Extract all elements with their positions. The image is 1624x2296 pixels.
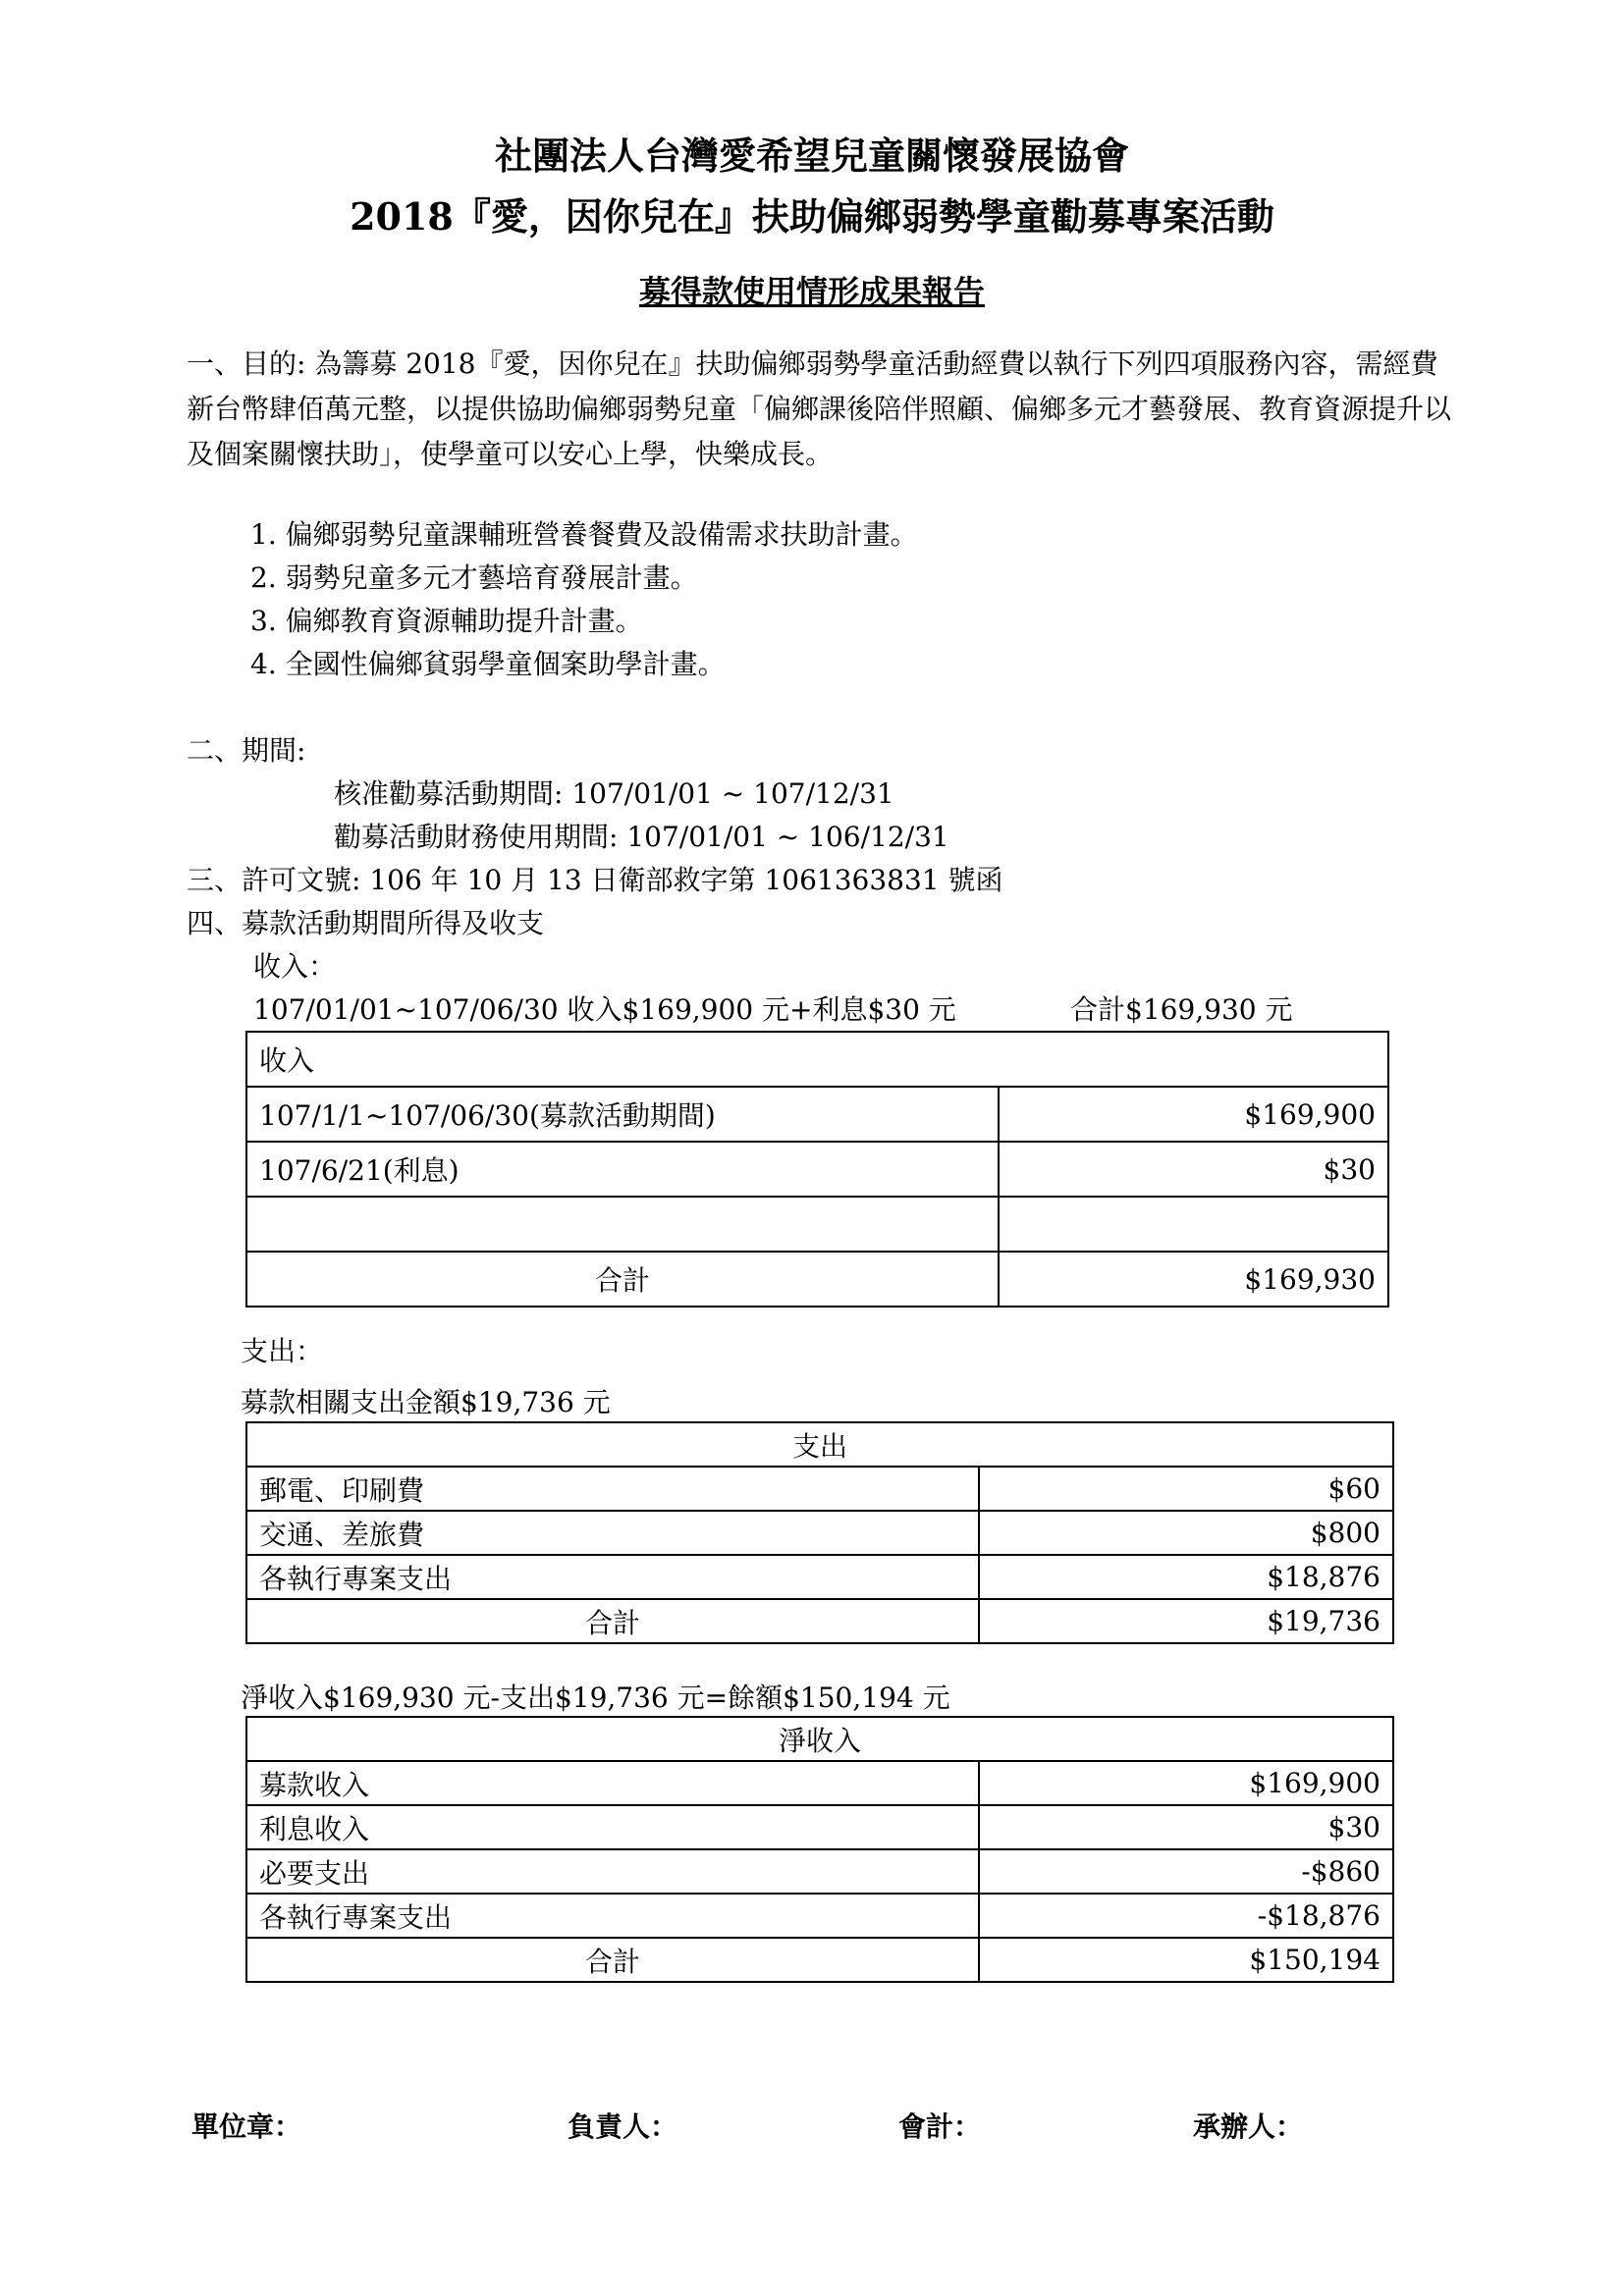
table-row xyxy=(246,1511,1393,1555)
campaign-title: 2018『愛，因你兒在』扶助偏鄉弱勢學童勸募專案活動 xyxy=(350,194,1274,239)
approved-period: 核准勸募活動期間: 107/01/01 ~ 107/12/31 xyxy=(334,777,894,810)
net-total-label: 合計 xyxy=(246,1938,979,1982)
income-amount xyxy=(999,1197,1388,1252)
table-row xyxy=(246,1087,1388,1142)
net-item: 利息收入 xyxy=(246,1805,979,1849)
expense-amount: $18,876 xyxy=(979,1555,1393,1599)
expense-item: 各執行專案支出 xyxy=(246,1555,979,1599)
finance-period: 勸募活動財務使用期間: 107/01/01 ~ 106/12/31 xyxy=(334,821,949,853)
purpose-item: 1. 偏鄉弱勢兒童課輔班營養餐費及設備需求扶助計畫。 xyxy=(250,518,918,551)
net-amount: -$18,876 xyxy=(979,1894,1393,1938)
table-row xyxy=(246,1805,1393,1849)
expense-total-label: 合計 xyxy=(246,1599,979,1643)
person-in-charge-label: 負責人： xyxy=(568,2110,678,2143)
purpose-item: 3. 偏鄉教育資源輔助提升計畫。 xyxy=(250,605,643,637)
expense-table xyxy=(245,1421,1394,1644)
table-header-row xyxy=(246,1422,1393,1467)
income-amount: $30 xyxy=(999,1142,1388,1197)
net-table-header: 淨收入 xyxy=(246,1717,1393,1761)
net-income-table xyxy=(245,1716,1394,1983)
income-summary-total: 合計$169,930 元 xyxy=(1070,993,1293,1026)
income-total-amount: $169,930 xyxy=(999,1252,1388,1307)
table-header-row xyxy=(246,1717,1393,1761)
section4-heading: 四、募款活動期間所得及收支 xyxy=(187,907,545,939)
income-amount: $169,900 xyxy=(999,1087,1388,1142)
table-row xyxy=(246,1142,1388,1197)
unit-seal-label: 單位章： xyxy=(191,2110,302,2143)
net-amount: $169,900 xyxy=(979,1761,1393,1805)
table-row xyxy=(246,1467,1393,1511)
net-amount: -$860 xyxy=(979,1849,1393,1894)
expense-amount: $800 xyxy=(979,1511,1393,1555)
income-table-header: 收入 xyxy=(246,1032,1388,1087)
net-total-amount: $150,194 xyxy=(979,1938,1393,1982)
accountant-label: 會計： xyxy=(898,2110,982,2143)
expense-total-amount: $19,736 xyxy=(979,1599,1393,1643)
income-table xyxy=(245,1031,1389,1308)
table-row xyxy=(246,1849,1393,1894)
purpose-paragraph: 一、目的: 為籌募 2018『愛，因你兒在』扶助偏鄉弱勢學童活動經費以執行下列四項服務內容，需經費新台幣肆佰萬元整，以提供協助偏鄉弱勢兒童「偏鄉課後陪伴照顧、偏鄉多元才藝發展、教育資源提升以及個案關懷扶助」，使學童可以安心上學，快樂成長。 xyxy=(187,347,1452,470)
income-item xyxy=(246,1197,999,1252)
income-item: 107/1/1~107/06/30(募款活動期間) xyxy=(246,1087,999,1142)
net-item: 各執行專案支出 xyxy=(246,1894,979,1938)
table-total-row xyxy=(246,1938,1393,1982)
table-row xyxy=(246,1894,1393,1938)
expense-amount: $60 xyxy=(979,1467,1393,1511)
net-summary: 淨收入$169,930 元-支出$19,736 元=餘額$150,194 元 xyxy=(241,1682,950,1714)
income-summary: 107/01/01~107/06/30 收入$169,900 元+利息$30 元 xyxy=(253,993,956,1026)
report-title: 募得款使用情形成果報告 xyxy=(638,273,985,310)
table-total-row xyxy=(246,1252,1388,1307)
net-amount: $30 xyxy=(979,1805,1393,1849)
period-heading: 二、期間: xyxy=(187,734,306,767)
purpose-item: 2. 弱勢兒童多元才藝培育發展計畫。 xyxy=(250,561,698,594)
permit-number: 三、許可文號: 106 年 10 月 13 日衛部救字第 1061363831 號函 xyxy=(187,864,1003,896)
expense-label: 支出： xyxy=(241,1335,324,1367)
table-row xyxy=(246,1761,1393,1805)
table-header-row xyxy=(246,1032,1388,1087)
purpose-item: 4. 全國性偏鄉貧弱學童個案助學計畫。 xyxy=(250,648,726,680)
expense-item: 交通、差旅費 xyxy=(246,1511,979,1555)
income-total-label: 合計 xyxy=(246,1252,999,1307)
net-item: 募款收入 xyxy=(246,1761,979,1805)
organization-title: 社團法人台灣愛希望兒童關懷發展協會 xyxy=(494,133,1129,178)
handler-label: 承辦人： xyxy=(1193,2110,1304,2143)
table-total-row xyxy=(246,1599,1393,1643)
expense-summary: 募款相關支出金額$19,736 元 xyxy=(241,1386,611,1418)
expense-item: 郵電、印刷費 xyxy=(246,1467,979,1511)
expense-table-header: 支出 xyxy=(246,1422,1393,1467)
table-row xyxy=(246,1555,1393,1599)
net-item: 必要支出 xyxy=(246,1849,979,1894)
table-row xyxy=(246,1197,1388,1252)
income-label: 收入： xyxy=(253,950,337,983)
income-item: 107/6/21(利息) xyxy=(246,1142,999,1197)
